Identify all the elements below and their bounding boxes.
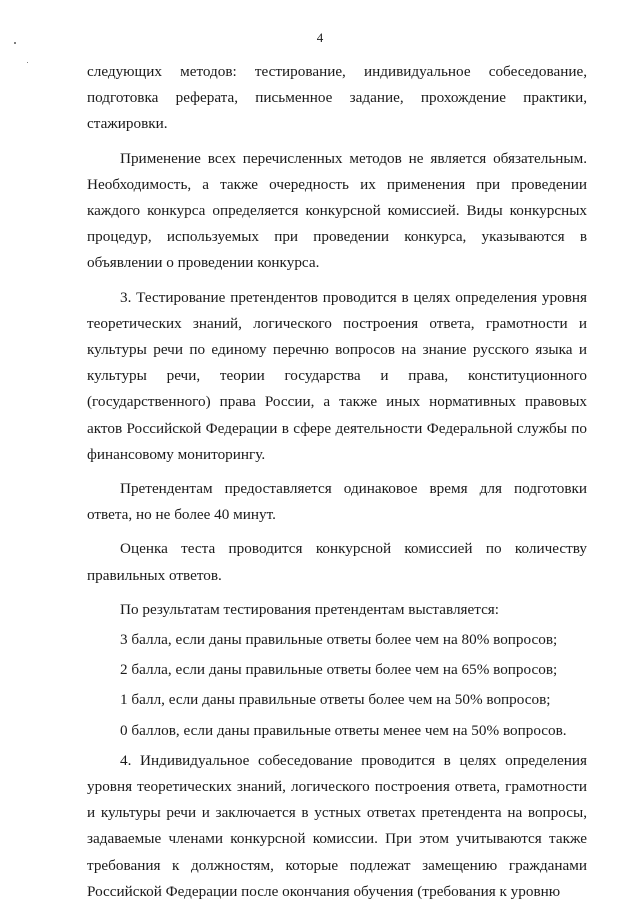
paragraph-test-time: Претендентам предоставляется одинаковое время для подготовки ответа, но не более 40 минут. (87, 480, 587, 524)
paragraph-test-evaluation: Оценка теста проводится конкурсной комиссией по количеству правильных ответов. (87, 540, 587, 584)
paragraph-scoring-intro: По результатам тестирования претендентам выставляется: (120, 600, 500, 618)
score-item-2: 2 балла, если даны правильные ответы более чем на 65% вопросов; (120, 661, 558, 679)
scan-speck (14, 42, 16, 44)
score-item-0: 0 баллов, если даны правильные ответы менее чем на 50% вопросов. (120, 721, 567, 739)
document-body (87, 59, 587, 913)
page-number: 4 (316, 30, 324, 45)
paragraph-methods-application: Применение всех перечисленных методов не является обязательным. Необходимость, а также очередность их применения при проведении каждого конкурса определяется конкурсной комиссией. Виды конкурсных процедур, используемых при проведении конкурса, указываются в объявлении о проведении конкурса. (87, 149, 587, 272)
scan-speck (27, 62, 28, 63)
paragraph-interview: 4. Индивидуальное собеседование проводится в целях определения уровня теоретических знаний, логического построения ответа, грамотности и культуры речи и заключается в устных ответах претендента на вопросы, задаваемые членами конкурсной комиссии. При этом учитываются также требования к должностям, которые подлежат замещению гражданами Российской Федерации после окончания обучения (требования к уровню (87, 751, 587, 900)
score-item-3: 3 балла, если даны правильные ответы более чем на 80% вопросов; (120, 631, 558, 649)
paragraph-methods-list: следующих методов: тестирование, индивидуальное собеседование, подготовка реферата, письменное задание, прохождение практики, стажировки. (87, 63, 587, 133)
paragraph-testing: 3. Тестирование претендентов проводится в целях определения уровня теоретических знаний, логического построения ответа, грамотности и культуры речи по единому перечню вопросов на знание русского языка и культуры речи, теории государства и права, конституционного (государственного) права России, а также иных нормативных правовых актов Российской Федерации в сфере деятельности Федеральной службы по финансовому мониторингу. (87, 288, 587, 463)
score-item-1: 1 балл, если даны правильные ответы более чем на 50% вопросов; (120, 691, 551, 709)
